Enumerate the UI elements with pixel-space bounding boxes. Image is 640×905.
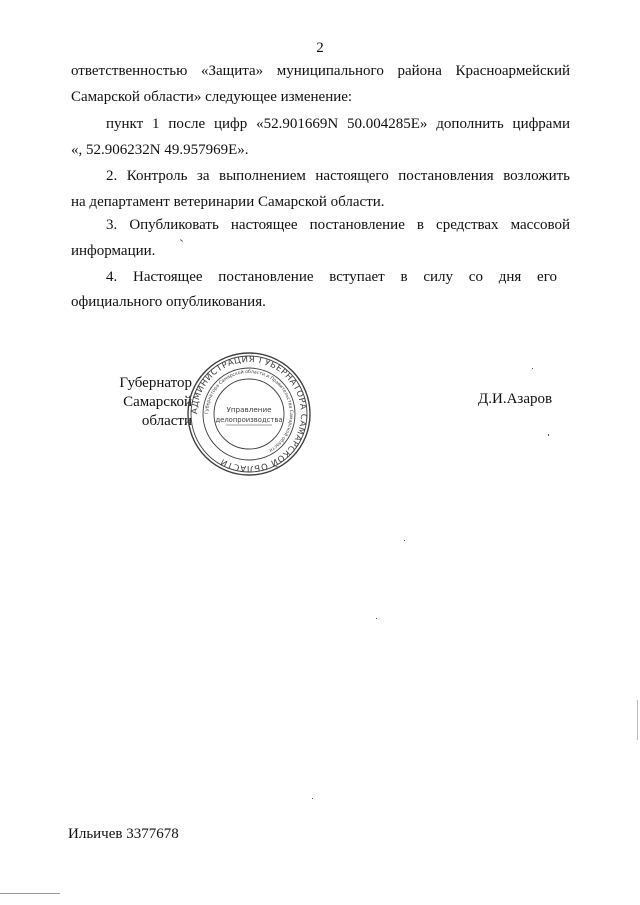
signatory-position-line-1: Губернатор	[119, 375, 192, 391]
stamp-inner-text: Губернатора Самарской области и Правительства Самарской области	[204, 369, 294, 453]
body-line-5: 2. Контроль за выполнением настоящего постановления возложить	[106, 168, 570, 184]
body-line-8: информации.	[71, 243, 156, 259]
scan-speck	[312, 798, 313, 799]
scan-speck	[532, 368, 533, 369]
scan-edge-line	[637, 700, 638, 740]
official-stamp	[186, 351, 312, 477]
page-number: 2	[316, 40, 324, 56]
body-line-4: «, 52.906232N 49.957969E».	[71, 142, 249, 158]
scan-bottom-artifact	[0, 893, 60, 894]
stamp-center-line-1: Управление	[226, 405, 272, 414]
body-line-10: официального опубликования.	[71, 294, 266, 310]
scan-speck	[180, 239, 183, 242]
body-line-7: 3. Опубликовать настоящее постановление в средствах массовой	[106, 217, 570, 233]
signatory-position-line-2: Самарской области	[123, 394, 192, 429]
scan-speck	[404, 540, 405, 541]
body-line-9: 4. Настоящее постановление вступает в силу со дня его	[106, 269, 557, 285]
signatory-name: Д.И.Азаров	[478, 391, 553, 407]
executor-footer: Ильичев 3377678	[68, 826, 179, 842]
scan-speck	[376, 618, 377, 619]
body-line-6: на департамент ветеринарии Самарской области.	[71, 194, 385, 210]
stamp-center-line-2: делопроизводства	[215, 416, 283, 424]
body-line-3: пункт 1 после цифр «52.901669N 50.004285E» дополнить цифрами	[106, 116, 570, 132]
body-line-1: ответственностью «Защита» муниципального района Красноармейский	[71, 63, 570, 79]
scan-speck	[548, 434, 549, 436]
body-line-2: Самарской области» следующее изменение:	[71, 89, 353, 105]
signatory-position	[72, 374, 192, 431]
stamp-outer-text: АДМИНИСТРАЦИЯ ГУБЕРНАТОРА САМАРСКОЙ ОБЛАСТИ	[189, 354, 309, 474]
